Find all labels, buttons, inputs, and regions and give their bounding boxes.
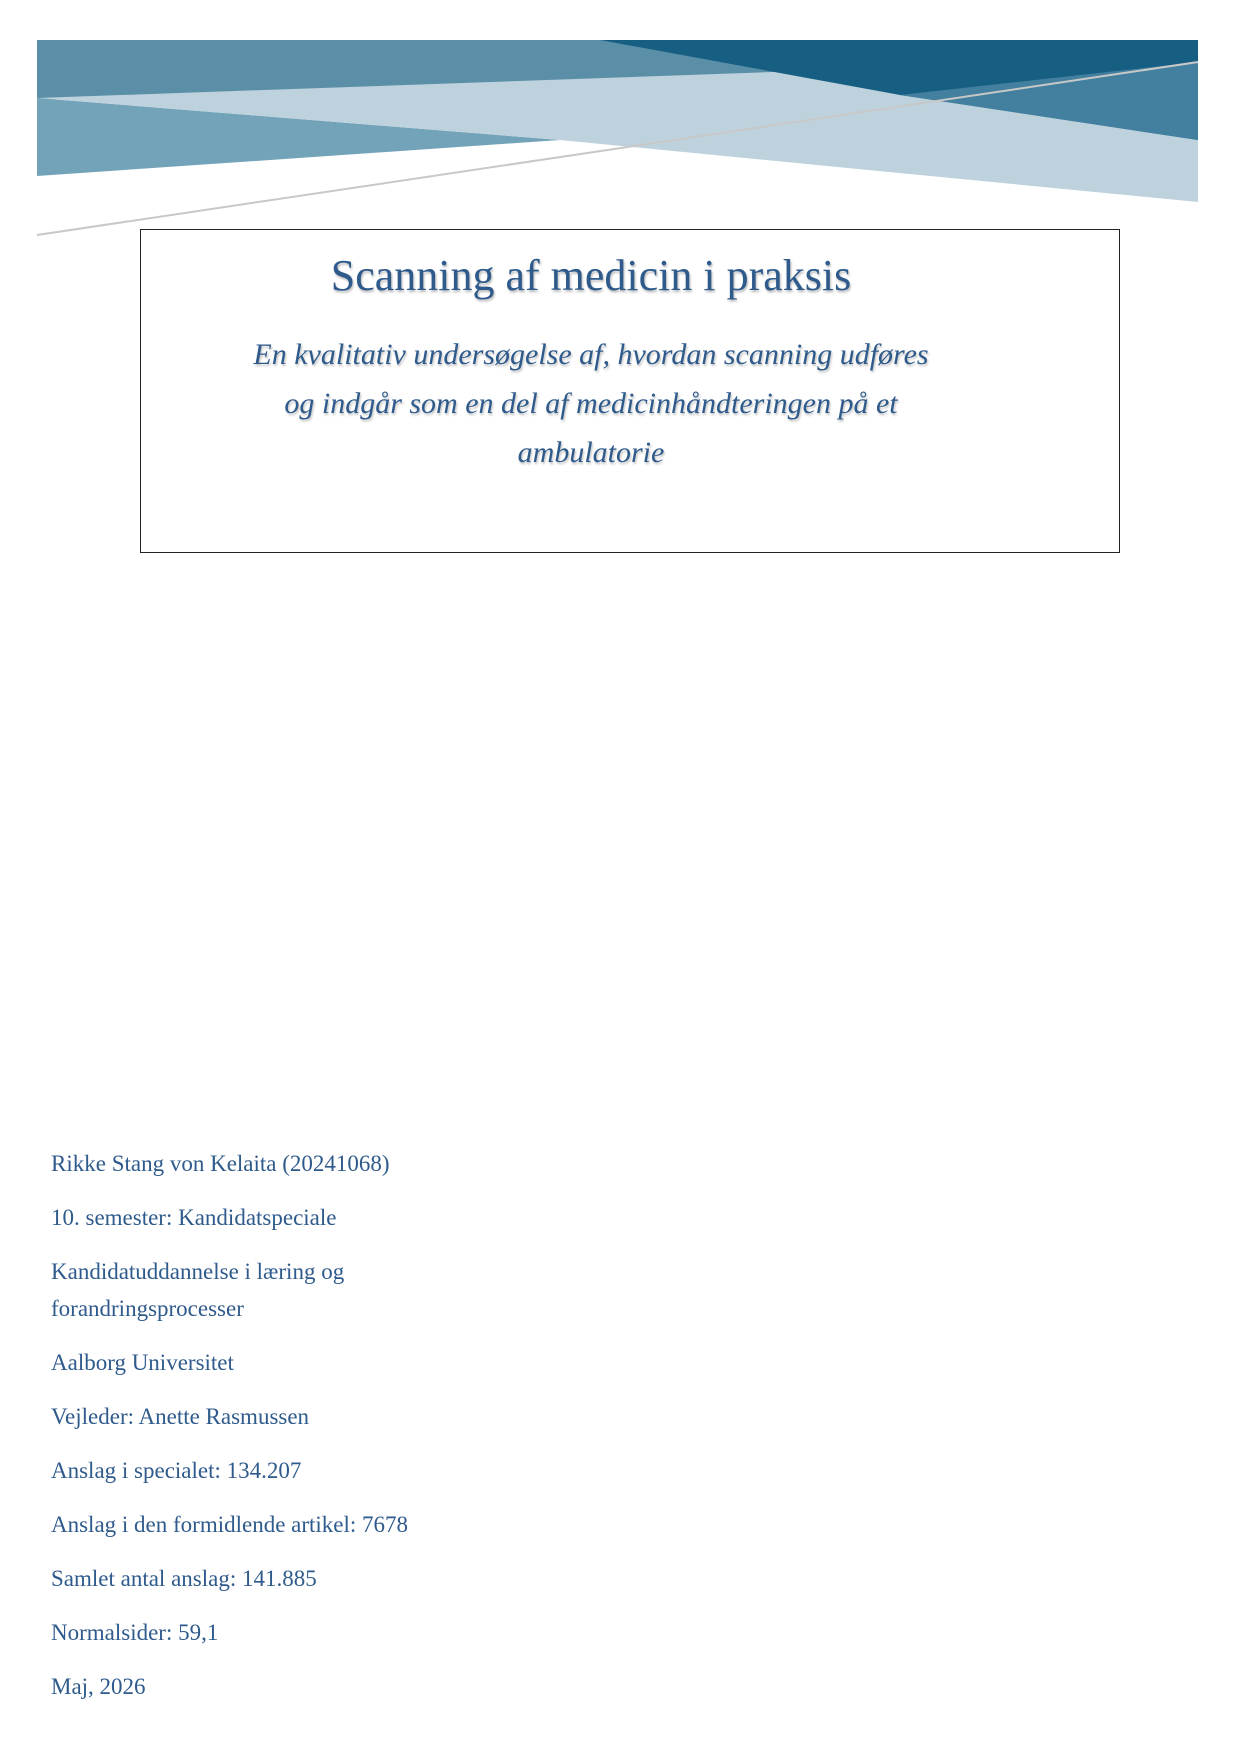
document-subtitle: En kvalitativ undersøgelse af, hvordan scanning udføres og indgår som en del af medicinhåndteringen på et ambulatorie [253,338,929,469]
document-title: Scanning af medicin i praksis [330,251,852,300]
meta-programme: Kandidatuddannelse i læring og forandringsprocesser [51,1259,345,1321]
meta-semester: 10. semester: Kandidatspeciale [51,1205,337,1230]
meta-characters-total: Samlet antal anslag: 141.885 [51,1566,317,1591]
meta-author: Rikke Stang von Kelaita (20241068) [51,1151,390,1176]
meta-university: Aalborg Universitet [51,1350,234,1375]
meta-characters-article: Anslag i den formidlende artikel: 7678 [51,1512,409,1537]
meta-normal-pages: Normalsider: 59,1 [51,1620,219,1645]
header-banner-graphic [0,0,1241,250]
title-box [140,229,1120,553]
meta-characters-thesis: Anslag i specialet: 134.207 [51,1458,302,1483]
document-metadata-list [51,1145,471,1722]
meta-date: Maj, 2026 [51,1674,146,1699]
meta-supervisor: Vejleder: Anette Rasmussen [51,1404,310,1429]
